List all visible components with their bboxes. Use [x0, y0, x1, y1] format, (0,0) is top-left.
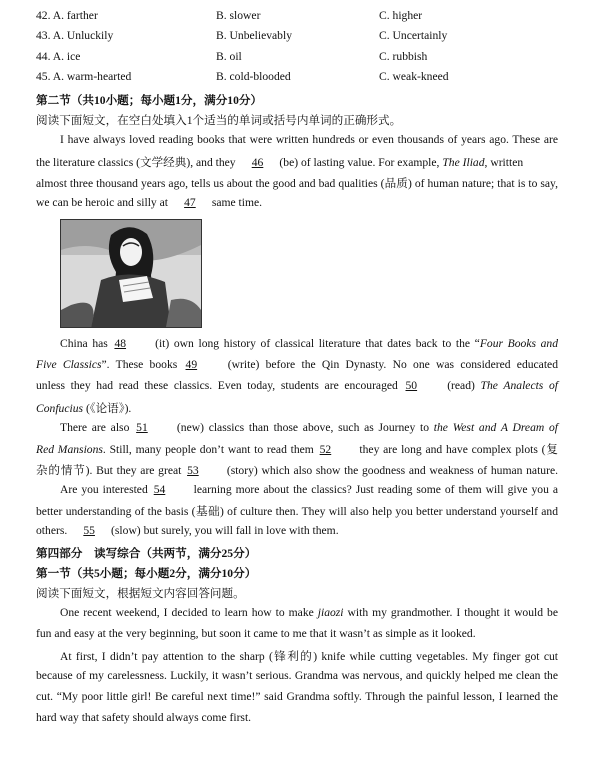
passage-line: 杂的情节). But they are great 53 (story) which also show the goodness and weakness of human nature. [36, 464, 559, 477]
option-a: 42. A. farther [36, 9, 98, 22]
passage-line: I have always loved reading books that were written hundreds or even thousands of years ago. These are [60, 133, 558, 146]
passage-line: There are also 51 (new) classics than those above, such as Journey to the West and A Dream of [60, 421, 559, 434]
option-row-43 [36, 29, 576, 45]
passage-line: hard way that safety should always come first. [36, 711, 252, 724]
option-a: 43. A. Unluckily [36, 29, 114, 42]
blank-49[interactable]: 49 [185, 358, 198, 371]
section-instruction: 阅读下面短文，在空白处填入1个适当的单词或括号内单词的正确形式。 [36, 114, 402, 127]
passage-line: the literature classics (文学经典), and they 46 (be) of lasting value. For example, The Iliad, written [36, 156, 524, 169]
passage-line: One recent weekend, I decided to learn how to make jiaozi with my grandmother. I thought it would be [60, 606, 558, 619]
passage-line: China has 48 (it) own long history of classical literature that dates back to the “Four Books and [60, 337, 559, 350]
part-heading: 第四部分 读写综合（共两节，满分25分） [36, 547, 257, 560]
passage-line: better understanding of the basis (基础) of culture then. They will also help you better understand yourself and [36, 505, 558, 518]
option-b: B. slower [216, 9, 261, 22]
passage-line: Confucius (《论语》). [36, 402, 132, 415]
blank-52[interactable]: 52 [319, 443, 332, 456]
blank-46[interactable]: 46 [251, 156, 264, 169]
blank-50[interactable]: 50 [405, 379, 418, 392]
passage-line: Are you interested 54 learning more about the classics? Just reading some of them will give you a [60, 483, 558, 496]
option-b: B. Unbelievably [216, 29, 292, 42]
passage-line: Red Mansions. Still, many people don’t want to read them 52 they are long and have complex plots (复 [36, 443, 558, 456]
passage-line: we can be heroic and silly at 47 same time. [36, 196, 263, 209]
option-a: 44. A. ice [36, 50, 81, 63]
passage-line: At first, I didn’t pay attention to the sharp (锋利的) knife while cutting vegetables. My finger got cut [60, 650, 558, 663]
blank-55[interactable]: 55 [83, 524, 95, 537]
option-c: C. higher [379, 9, 423, 22]
passage-line: fun and easy at the very beginning, but soon it came to me that it wasn’t as simple as it looked. [36, 627, 476, 640]
passage-line: because of my carelessness. Luckily, it wasn’t serious. Grandma was nervous, and quickly helped me clean the [36, 669, 558, 682]
passage-line: others. 55 (slow) but surely, you will fall in love with them. [36, 524, 339, 537]
option-a: 45. A. warm-hearted [36, 70, 132, 83]
blank-47[interactable]: 47 [184, 196, 196, 209]
option-row-45 [36, 70, 576, 86]
passage-line: cut. “My poor little girl! Be careful next time!” said Grandma softly. Through the painful lesson, I learned the [36, 690, 558, 703]
option-c: C. Uncertainly [379, 29, 448, 42]
option-b: B. oil [216, 50, 242, 63]
option-c: C. rubbish [379, 50, 428, 63]
blank-48[interactable]: 48 [114, 337, 127, 350]
reading-girl-illustration [60, 219, 202, 328]
option-b: B. cold-blooded [216, 70, 291, 83]
sub-heading: 第一节（共5小题；每小题2分，满分10分） [36, 567, 257, 580]
passage-line: Five Classics”. These books 49 (write) before the Qin Dynasty. No one was considered educated [36, 358, 558, 371]
passage-line: unless they had read these classics. Even today, students are encouraged 50 (read) The Analects of [36, 379, 559, 392]
option-row-42 [36, 9, 576, 25]
blank-53[interactable]: 53 [187, 464, 199, 477]
blank-54[interactable]: 54 [153, 483, 166, 496]
passage-line: almost three thousand years ago, tells us about the good and bad qualities (品质) of human nature; that is to say, [36, 177, 558, 190]
option-row-44 [36, 50, 576, 66]
blank-51[interactable]: 51 [136, 421, 148, 434]
option-c: C. weak-kneed [379, 70, 449, 83]
part-instruction: 阅读下面短文，根据短文内容回答问题。 [36, 587, 245, 600]
section-heading: 第二节（共10小题；每小题1分，满分10分） [36, 94, 263, 107]
